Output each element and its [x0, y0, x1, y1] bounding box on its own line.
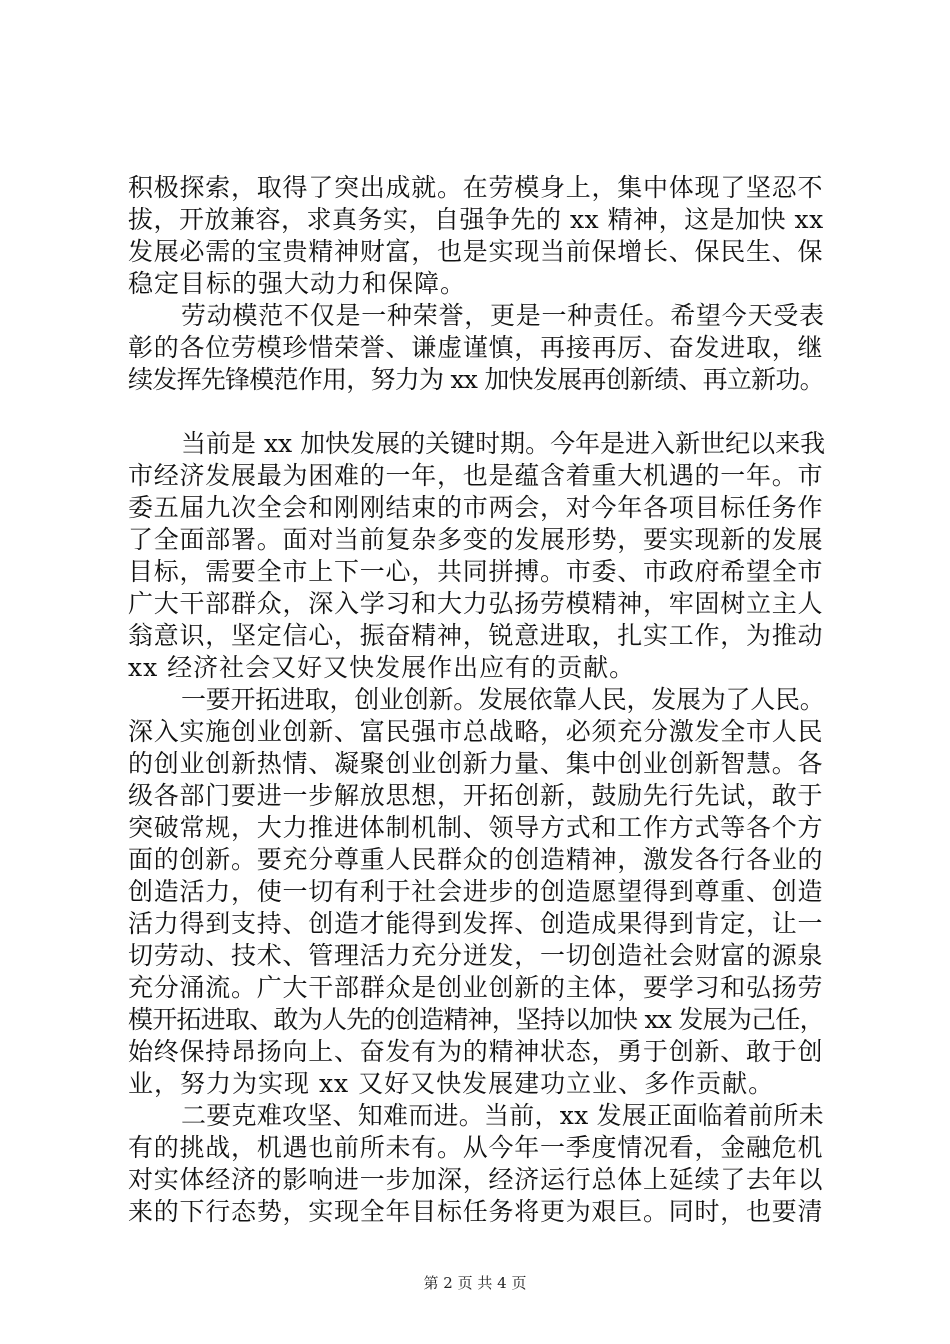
text-line: 始终保持昂扬向上、奋发有为的精神状态，勇于创新、敢于创	[128, 1037, 824, 1066]
text-line: 二要克难攻坚、知难而进。当前，xx 发展正面临着前所未	[181, 1101, 824, 1130]
text-line: 模开拓进取、敢为人先的创造精神，坚持以加快 xx 发展为己任，	[128, 1005, 824, 1034]
text-line: xx 经济社会又好又快发展作出应有的贡献。	[128, 653, 636, 682]
text-line: 广大干部群众，深入学习和大力弘扬劳模精神，牢固树立主人	[128, 589, 824, 618]
text-line: 一要开拓进取，创业创新。发展依靠人民，发展为了人民。	[181, 685, 825, 714]
text-line: 的创业创新热情、凝聚创业创新力量、集中创业创新智慧。各	[128, 749, 824, 778]
text-line: 切劳动、技术、管理活力充分迸发，一切创造社会财富的源泉	[128, 941, 824, 970]
text-line: 突破常规，大力推进体制机制、领导方式和工作方式等各个方	[128, 813, 824, 842]
text-line: 创造活力，使一切有利于社会进步的创造愿望得到尊重、创造	[128, 877, 824, 906]
text-line: 积极探索，取得了突出成就。在劳模身上，集中体现了坚忍不	[128, 173, 824, 202]
text-line: 充分涌流。广大干部群众是创业创新的主体，要学习和弘扬劳	[128, 973, 824, 1002]
paragraph	[128, 300, 828, 396]
text-line: 委五届九次全会和刚刚结束的市两会，对今年各项目标任务作	[128, 493, 824, 522]
text-line: 活力得到支持、创造才能得到发挥、创造成果得到肯定，让一	[128, 909, 824, 938]
text-line: 业，努力为实现 xx 又好又快发展建功立业、多作贡献。	[128, 1069, 775, 1098]
paragraph-spacer	[128, 396, 828, 428]
text-line: 了全面部署。面对当前复杂多变的发展形势，要实现新的发展	[128, 525, 824, 554]
text-line: 劳动模范不仅是一种荣誉，更是一种责任。希望今天受表	[181, 301, 825, 330]
text-line: 彰的各位劳模珍惜荣誉、谦虚谨慎，再接再厉、奋发进取，继	[128, 333, 824, 362]
text-line: 发展必需的宝贵精神财富，也是实现当前保增长、保民生、保	[128, 237, 824, 266]
text-line: 级各部门要进一步解放思想，开拓创新，鼓励先行先试，敢于	[128, 781, 824, 810]
text-line: 深入实施创业创新、富民强市总战略，必须充分激发全市人民	[128, 717, 824, 746]
text-line: 当前是 xx 加快发展的关键时期。今年是进入新世纪以来我	[181, 429, 826, 458]
paragraph	[128, 428, 828, 684]
paragraph	[128, 172, 828, 300]
paragraph	[128, 684, 828, 1100]
text-line: 翁意识，坚定信心，振奋精神，锐意进取，扎实工作，为推动	[128, 621, 824, 650]
text-line: 拔，开放兼容，求真务实，自强争先的 xx 精神，这是加快 xx	[128, 205, 824, 234]
text-line: 有的挑战，机遇也前所未有。从今年一季度情况看，金融危机	[128, 1133, 824, 1162]
text-line: 市经济发展最为困难的一年，也是蕴含着重大机遇的一年。市	[128, 461, 824, 490]
text-line: 续发挥先锋模范作用，努力为 xx 加快发展再创新绩、再立新功。	[128, 365, 824, 394]
text-line: 目标，需要全市上下一心，共同拼搏。市委、市政府希望全市	[128, 557, 824, 586]
page-number-footer: 第 2 页 共 4 页	[423, 1274, 527, 1292]
text-line: 面的创新。要充分尊重人民群众的创造精神，激发各行各业的	[128, 845, 824, 874]
document-body	[128, 172, 828, 1228]
paragraph	[128, 1100, 828, 1228]
text-line: 对实体经济的影响进一步加深，经济运行总体上延续了去年以	[128, 1165, 824, 1194]
text-line: 稳定目标的强大动力和保障。	[128, 269, 467, 298]
text-line: 来的下行态势，实现全年目标任务将更为艰巨。同时，也要清	[128, 1197, 824, 1226]
